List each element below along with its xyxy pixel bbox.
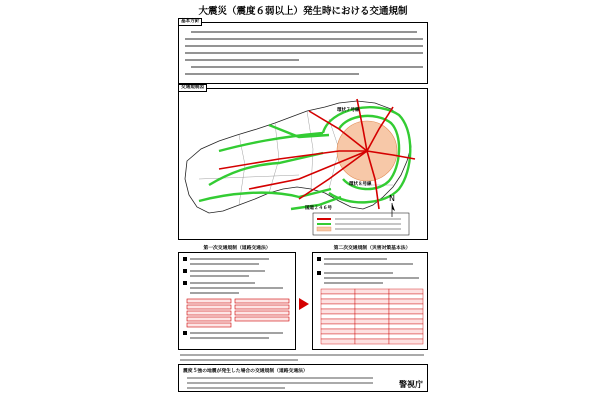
first-regulation-box [178, 252, 296, 350]
note-text [178, 352, 428, 362]
regulation-map [179, 89, 427, 239]
footer-text [185, 375, 375, 391]
route-table-cell [389, 299, 423, 304]
route-table-cell [321, 324, 355, 329]
second-regulation-box [312, 252, 428, 350]
route-table-cell [355, 319, 389, 324]
first-regulation-heading: 第一次交通規制（道路交通法） [203, 246, 271, 251]
route-table-cell [389, 289, 423, 294]
route-table-cell [355, 309, 389, 314]
label-national246: 国道２４６号 [305, 206, 332, 211]
route-table-cell [355, 334, 389, 339]
svg-text:N: N [389, 194, 395, 203]
label-ring8: 環状８号線 [349, 182, 372, 187]
second-regulation-heading: 第二次交通規制（災害対策基本法） [333, 246, 411, 251]
route-table-cell [321, 329, 355, 334]
route-table-cell [321, 304, 355, 309]
route-table-cell [321, 319, 355, 324]
route-table-cell [321, 294, 355, 299]
document-page [168, 6, 438, 394]
footer-heading: 震度５強の地震が発生した場合の交通規制（道路交通法） [183, 369, 308, 374]
basic-policy-text-lines [179, 23, 429, 85]
route-table-cell [355, 294, 389, 299]
route-table-cell [355, 289, 389, 294]
route-table-cell [321, 299, 355, 304]
route-table-cell [355, 329, 389, 334]
regulation-map-box [178, 85, 428, 240]
route-table-cell [355, 314, 389, 319]
route-table-cell [355, 299, 389, 304]
agency-name: 警視庁 [399, 380, 423, 389]
basic-policy-box [178, 19, 428, 84]
regulation-map-heading: 交通規制図 [178, 84, 207, 92]
route-table-cell [389, 309, 423, 314]
route-table-cell [355, 304, 389, 309]
route-table-cell [389, 324, 423, 329]
footer-box [178, 364, 428, 392]
basic-policy-heading: 基本方針 [178, 18, 202, 26]
emergency-route-table [321, 289, 423, 344]
route-table-cell [321, 339, 355, 344]
route-table-cell [321, 289, 355, 294]
route-table-cell [389, 304, 423, 309]
route-table-cell [389, 329, 423, 334]
page-title: 大震災（震度６弱以上）発生時における交通規制 [198, 6, 408, 17]
route-table-cell [389, 314, 423, 319]
route-table-cell [355, 324, 389, 329]
route-table-cell [389, 339, 423, 344]
first-regulation-content [179, 253, 297, 351]
second-regulation-content [313, 253, 429, 351]
route-table-cell [389, 319, 423, 324]
route-table-cell [321, 309, 355, 314]
route-table-cell [389, 334, 423, 339]
route-table-cell [355, 339, 389, 344]
transition-arrow-icon [299, 298, 309, 310]
route-table-cell [321, 314, 355, 319]
label-ring7: 環状７号線 [337, 108, 360, 113]
route-table-cell [389, 294, 423, 299]
route-table-cell [321, 334, 355, 339]
